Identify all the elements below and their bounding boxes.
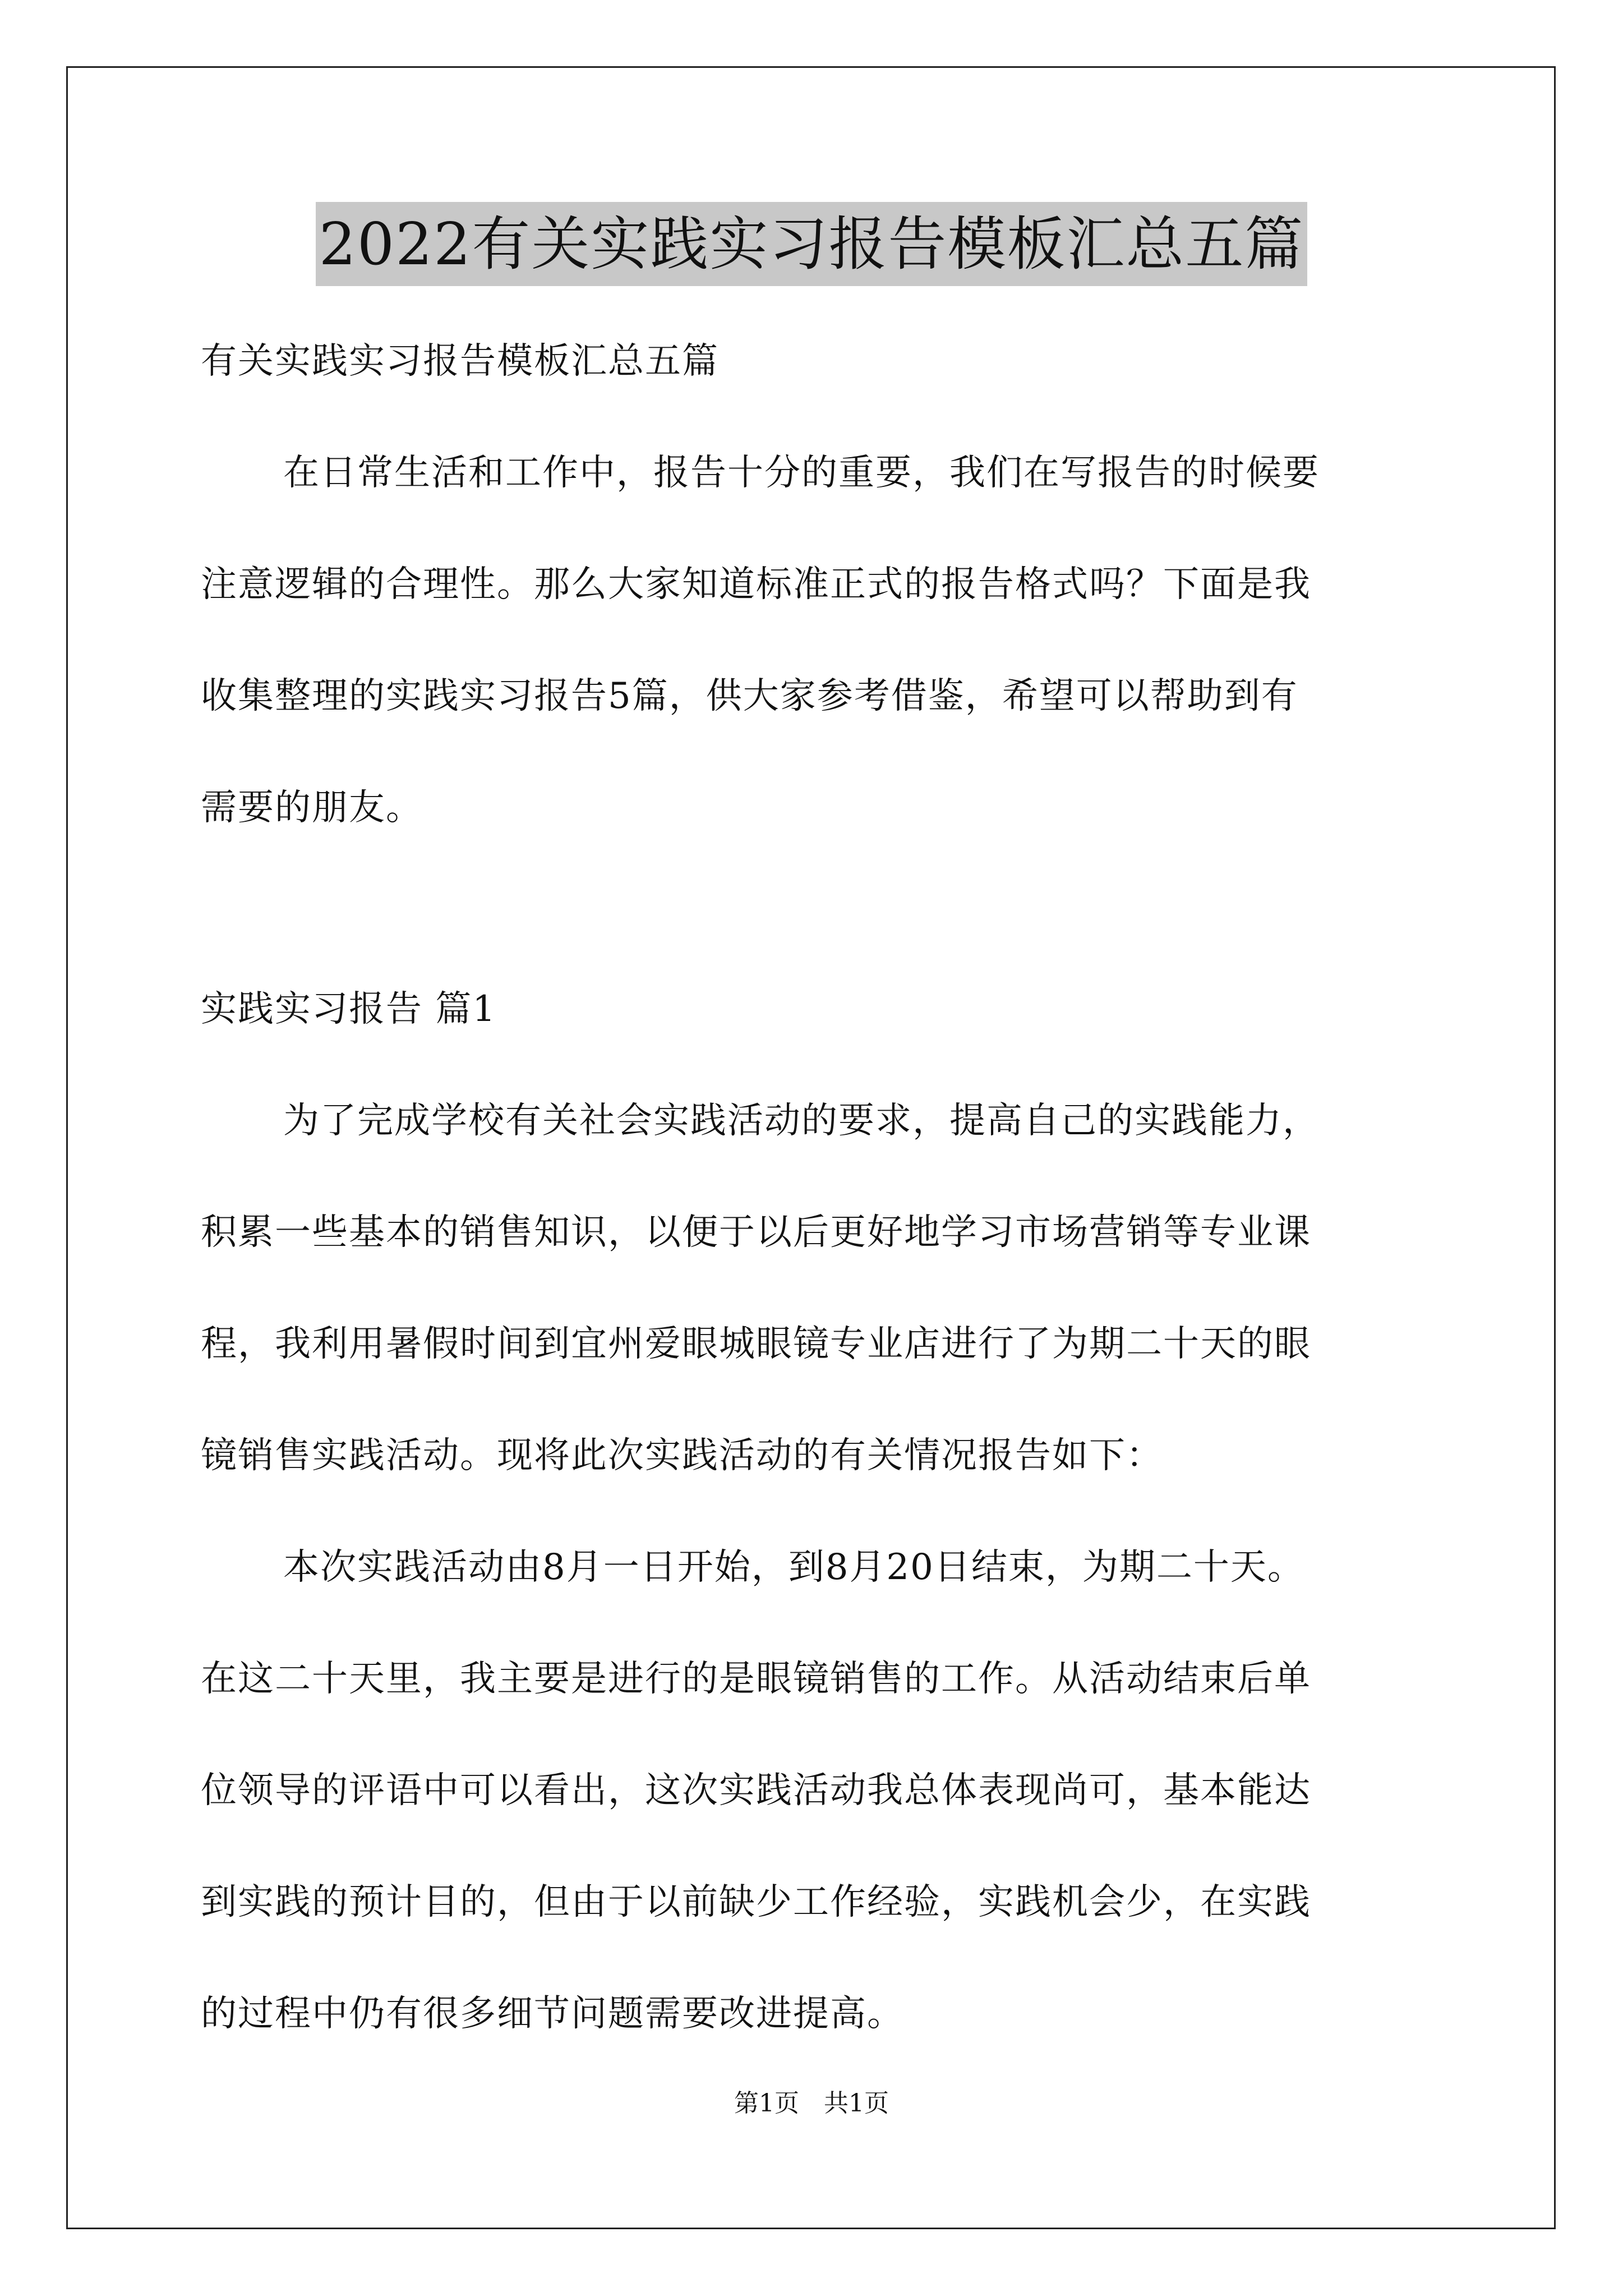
page-footer: 第1页 共1页: [734, 2089, 889, 2118]
paragraph-line: 镜销售实践活动。现将此次实践活动的有关情况报告如下：: [201, 1435, 1163, 1476]
document-title: 2022有关实践实习报告模板汇总五篇: [316, 202, 1308, 286]
paragraph-line: 收集整理的实践实习报告5篇，供大家参考借鉴，希望可以帮助到有: [201, 675, 1298, 717]
paragraph-line: 需要的朋友。: [201, 787, 423, 829]
paragraph-line: 位领导的评语中可以看出，这次实践活动我总体表现尚可，基本能达: [201, 1770, 1311, 1811]
paragraph-line: 的过程中仍有很多细节问题需要改进提高。: [201, 1993, 904, 2035]
paragraph-line: 在日常生活和工作中，报告十分的重要，我们在写报告的时候要: [283, 452, 1320, 494]
paragraph-line: 程，我利用暑假时间到宜州爱眼城眼镜专业店进行了为期二十天的眼: [201, 1323, 1311, 1365]
paragraph-line: 在这二十天里，我主要是进行的是眼镜销售的工作。从活动结束后单: [201, 1658, 1311, 1700]
intro-paragraph: [201, 417, 1429, 864]
paragraph-line: 为了完成学校有关社会实践活动的要求，提高自己的实践能力，: [283, 1100, 1320, 1142]
paragraph-line: 积累一些基本的销售知识，以便于以后更好地学习市场营销等专业课: [201, 1212, 1311, 1253]
paragraph-line: 本次实践活动由8月一日开始，到8月20日结束，为期二十天。: [283, 1547, 1304, 1588]
title-container: [0, 202, 1623, 286]
paragraph-line: 注意逻辑的合理性。那么大家知道标准正式的报告格式吗？下面是我: [201, 564, 1311, 605]
body-paragraph-1: [201, 1065, 1429, 1512]
body-paragraph-2: [201, 1512, 1429, 2070]
section-heading: 实践实习报告 篇1: [201, 988, 497, 1030]
section-spacer: [201, 864, 1429, 954]
document-subtitle: 有关实践实习报告模板汇总五篇: [201, 341, 719, 382]
paragraph-line: 到实践的预计目的，但由于以前缺少工作经验，实践机会少，在实践: [201, 1881, 1311, 1923]
document-body: [201, 306, 1429, 2070]
